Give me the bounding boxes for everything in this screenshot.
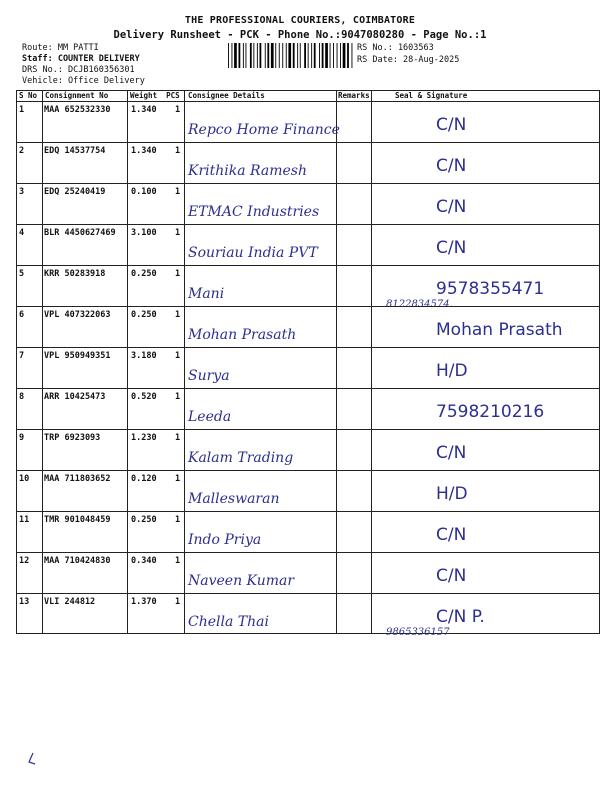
- weight-cell: 3.100: [131, 228, 157, 238]
- pcs-cell: 1: [175, 556, 181, 566]
- col-consignment: Consignment No: [45, 91, 109, 100]
- table-row: [16, 552, 600, 594]
- consignment-cell: EDQ 25240419: [44, 187, 106, 197]
- consignee-cell: Surya: [188, 368, 230, 384]
- table-row: [16, 593, 600, 638]
- consignment-cell: TMR 901048459: [44, 515, 111, 525]
- consignee-cell: Kalam Trading: [188, 450, 294, 466]
- rs-info: [357, 43, 459, 66]
- table-row: [16, 347, 600, 389]
- seal-cell: 7598210216: [436, 402, 545, 422]
- table-row: [16, 429, 600, 471]
- sno-cell: 4: [19, 228, 25, 238]
- pcs-cell: 1: [175, 351, 181, 361]
- weight-cell: 0.250: [131, 310, 157, 320]
- consignment-cell: VPL 407322063: [44, 310, 111, 320]
- weight-cell: 0.250: [131, 515, 157, 525]
- sno-cell: 12: [19, 556, 30, 566]
- consignment-cell: EDQ 14537754: [44, 146, 106, 156]
- col-weight-pcs: Weight PCS: [130, 91, 180, 100]
- seal-cell: C/N: [436, 156, 467, 176]
- consignment-cell: TRP 6923093: [44, 433, 101, 443]
- col-sno: S No: [19, 91, 38, 100]
- weight-cell: 0.100: [131, 187, 157, 197]
- consignment-cell: MAA 711803652: [44, 474, 111, 484]
- table-row: [16, 511, 600, 553]
- col-remarks: Remarks: [338, 91, 370, 100]
- runsheet-title: Delivery Runsheet - PCK - Phone No.:9047080280 - Page No.:1: [113, 29, 487, 41]
- consignee-cell: Souriau India PVT: [188, 245, 318, 261]
- consignee-cell: Mohan Prasath: [188, 327, 297, 343]
- consignee-cell: Repco Home Finance: [188, 122, 340, 138]
- table-row: [16, 388, 600, 430]
- consignee-cell: Malleswaran: [188, 491, 280, 507]
- seal-cell: Mohan Prasath: [436, 320, 563, 340]
- pcs-cell: 1: [175, 105, 181, 115]
- pcs-cell: 1: [175, 597, 181, 607]
- staff-label: Staff: COUNTER DELIVERY: [22, 54, 140, 64]
- table-row: [16, 265, 600, 310]
- consignment-cell: VPL 950949351: [44, 351, 111, 361]
- sno-cell: 7: [19, 351, 25, 361]
- weight-cell: 1.230: [131, 433, 157, 443]
- consignee-cell: Chella Thai: [188, 614, 269, 630]
- weight-cell: 0.340: [131, 556, 157, 566]
- seal-cell: H/D: [436, 484, 468, 504]
- barcode-icon: [228, 43, 354, 68]
- consignee-cell: Naveen Kumar: [188, 573, 295, 589]
- seal-cell: 9578355471: [436, 279, 545, 299]
- table-row: [16, 224, 600, 266]
- weight-cell: 3.180: [131, 351, 157, 361]
- drs-number: DRS No.: DCJB160356301: [22, 65, 135, 75]
- sno-cell: 13: [19, 597, 30, 607]
- weight-cell: 0.120: [131, 474, 157, 484]
- pcs-cell: 1: [175, 392, 181, 402]
- pcs-cell: 1: [175, 269, 181, 279]
- weight-cell: 1.340: [131, 105, 157, 115]
- seal-cell: C/N: [436, 443, 467, 463]
- sno-cell: 3: [19, 187, 25, 197]
- pcs-cell: 1: [175, 433, 181, 443]
- pcs-cell: 1: [175, 515, 181, 525]
- weight-cell: 1.340: [131, 146, 157, 156]
- consignee-cell: Indo Priya: [188, 532, 262, 548]
- table-row: [16, 101, 600, 143]
- consignee-cell: Krithika Ramesh: [188, 163, 307, 179]
- seal-cell: H/D: [436, 361, 468, 381]
- seal-cell: C/N: [436, 197, 467, 217]
- pen-mark-icon: [25, 750, 43, 768]
- sno-cell: 10: [19, 474, 30, 484]
- sno-cell: 6: [19, 310, 25, 320]
- seal-cell: C/N: [436, 566, 467, 586]
- seal-cell: C/N: [436, 525, 467, 545]
- consignment-cell: ARR 10425473: [44, 392, 106, 402]
- sno-cell: 11: [19, 515, 30, 525]
- runsheet-meta: [22, 43, 145, 87]
- rs-number: RS No.: 1603563: [357, 43, 434, 53]
- col-seal: Seal & Signature: [395, 91, 468, 100]
- seal-cell: C/N: [436, 238, 467, 258]
- table-row: [16, 306, 600, 348]
- sno-cell: 2: [19, 146, 25, 156]
- consignee-cell: Leeda: [188, 409, 232, 425]
- weight-cell: 1.370: [131, 597, 157, 607]
- seal-cell: C/N: [436, 115, 467, 135]
- consignment-cell: MAA 710424830: [44, 556, 111, 566]
- sno-cell: 1: [19, 105, 25, 115]
- consignee-cell: ETMAC Industries: [188, 204, 320, 220]
- table-row: [16, 470, 600, 512]
- company-name: THE PROFESSIONAL COURIERS, COIMBATORE: [184, 15, 416, 26]
- pcs-cell: 1: [175, 187, 181, 197]
- table-row: [16, 142, 600, 184]
- consignment-cell: KRR 50283918: [44, 269, 106, 279]
- seal-extra-note: 9865336157: [386, 627, 450, 638]
- table-row: [16, 183, 600, 225]
- seal-cell: C/N P.: [436, 607, 485, 627]
- sno-cell: 5: [19, 269, 25, 279]
- sno-cell: 9: [19, 433, 25, 443]
- rs-date: RS Date: 28-Aug-2025: [357, 54, 460, 65]
- weight-cell: 0.520: [131, 392, 157, 402]
- col-consignee: Consignee Details: [188, 91, 265, 100]
- weight-cell: 0.250: [131, 269, 157, 279]
- pcs-cell: 1: [175, 310, 181, 320]
- seal-extra-note: 8122834574.: [386, 299, 453, 310]
- pcs-cell: 1: [175, 228, 181, 238]
- consignment-cell: MAA 652532330: [44, 105, 111, 115]
- consignment-cell: BLR 4450627469: [44, 228, 116, 238]
- consignment-cell: VLI 244812: [44, 597, 96, 607]
- vehicle-label: Vehicle: Office Delivery: [22, 76, 145, 86]
- pcs-cell: 1: [175, 146, 181, 156]
- pcs-cell: 1: [175, 474, 181, 484]
- consignee-cell: Mani: [188, 286, 225, 302]
- route-label: Route: MM PATTI: [22, 43, 99, 53]
- sno-cell: 8: [19, 392, 25, 402]
